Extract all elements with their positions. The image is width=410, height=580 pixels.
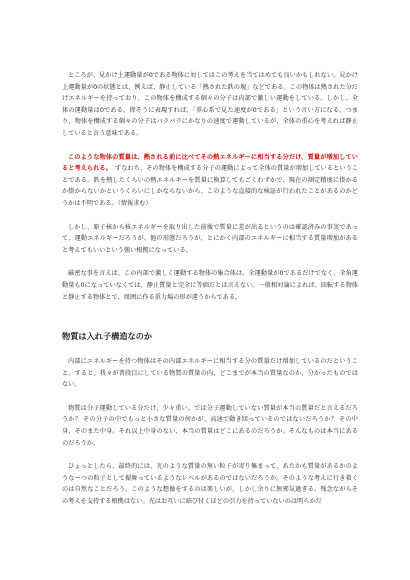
section-heading: 物質は入れ子構造なのか	[62, 331, 153, 342]
paragraph-2	[62, 152, 358, 210]
paragraph-3: しかし、原子核から核エネルギーを取り出した前後で質量に差が出るというのは確認済みの事実であって、運動エネルギーだろうが、他の形態だろうが、とにかく内部のエネルギーに相当する質量増加があると考えてもいいという強い根拠になっている。	[62, 223, 358, 254]
paragraph-5: 内部にエネルギーを持つ物体はその内部エネルギーに相当する分の質量だけ増加しているのだということ。すると、我々が普段目にしている物質の質量の内、どこまでが本当の質量なのか、分かったものではない。	[62, 358, 358, 389]
paragraph-4: 厳密な事を言えば、この内部で激しく運動する物体の集合体は、全運動量が0であるだけでなく、全角運動量も0になっていなくては、静止質量と完全に等価だとは言えない。一般相対論によれば、回転する物体と静止する物体とで、周囲に作る重力場の形が違うからである。	[62, 270, 358, 301]
paragraph-6: 物質は分子運動している分だけ、少々重い。では分子運動していない質量が本当の質量だと言えるだろうか？ その分子の中でもっと小さな質量の何かが、高速で動き回っているのではないだろうか？ その中身、そのまた中身。それ以上中身のない、本当の質量はどこにあるのだろうか。そんなものは本当にあるのだろうか。	[62, 404, 358, 447]
paragraph-1: ところが、見かけ上運動量が0である物体に対してはこの考えを当てはめても良いかもしれない。見かけ上運動量が0の状態とは、例えば、静止している「熱された鉄の塊」などである。この物体は熱された分だけエネルギーを持っており、この物体を構成する個々の分子は内部で激しい運動をしている。しかし、全体の運動量は0である。偉そうに表現すれば、「重心系で見た速度が0である」という言い方になる。つまり、物体を構成する個々の分子はバラバラにかなりの速度で運動しているが、全体の重心を考えれば静止していると言う意味である。	[62, 72, 358, 137]
paragraph-2-rest: すなわち、その物体を構成する分子の運動によって全体の質量が増加しているということである。鉄を熱したくらいの熱エネルギーを質量に換算してもごくわずかで、現在の測定精度に掛かるか掛からないかというくらいにしかならないから、このような直接的な検証が行われたことがあるのかどうかは不明である。（情報求む）	[62, 165, 359, 207]
document-body	[62, 70, 358, 520]
paragraph-7: ひょっとしたら、最終的には、光のような質量の無い粒子が寄り集まって、あたかも質量があるかのようなーつの粒子として振舞っているようなレベルがあるのではないだろうか。そのような考えに行き着くのは自然なことだろう。このような想像をするのは楽しいが、しかし余りに無邪気過ぎる。残念ながらその考えを支持する根拠はない。光はお互いに結び付くほどの引力を持っていないのは明らかだ	[62, 463, 358, 506]
highlighted-statement: このような物体の質量は、熱される前に比べてその熱エネルギーに相当する分だけ、質量が増加していると考えられる。	[62, 153, 358, 173]
